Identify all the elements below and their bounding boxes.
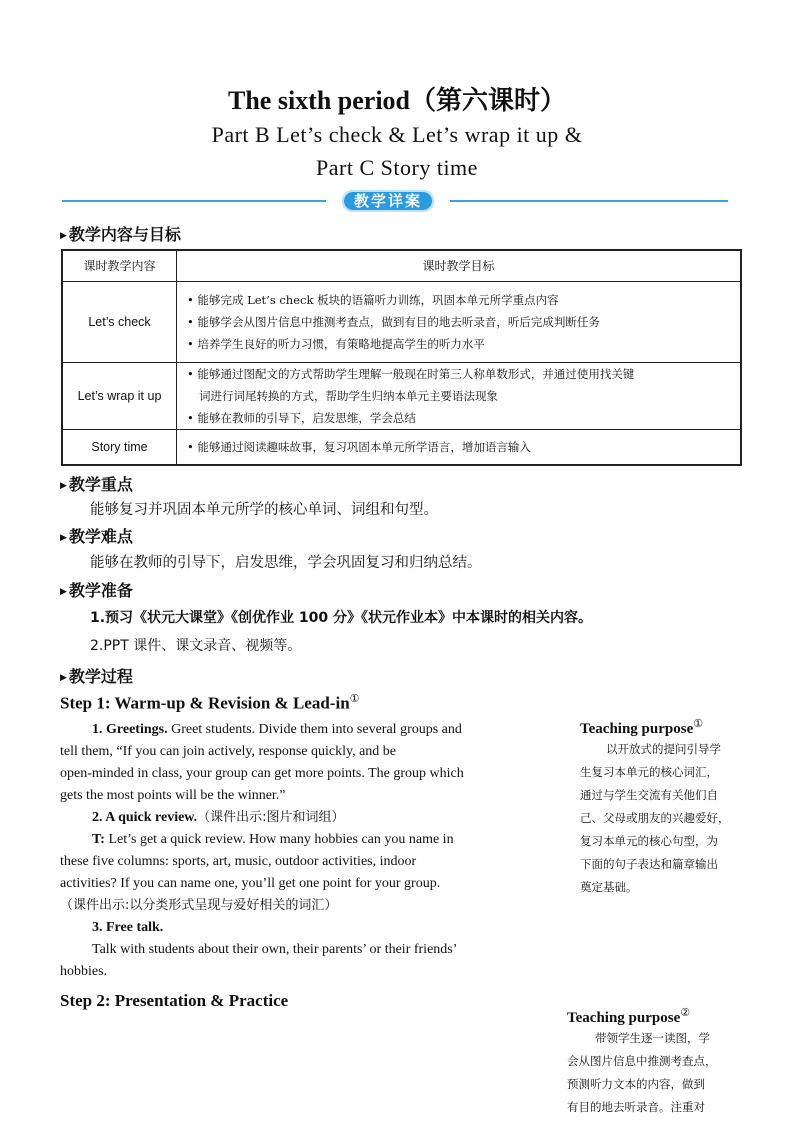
greetings-label: 1. Greetings. (92, 722, 168, 737)
footnote-mark: ② (680, 1007, 691, 1019)
table-cell-goals (177, 281, 742, 362)
section-heading-label: 教学重点 (68, 475, 133, 494)
teaching-purpose-line: 带领学生逐一读图，学 (595, 1031, 710, 1045)
section-heading-label: 教学准备 (68, 581, 133, 600)
goal-line: • 能够完成 Let’s check 板块的语篇听力训练，巩固本单元所学重点内容 (187, 292, 559, 307)
section-heading-difficulties (60, 524, 133, 547)
body-line: hobbies. (60, 964, 108, 979)
section-heading-label: 教学内容与目标 (68, 225, 181, 244)
section-heading-label: 教学过程 (68, 667, 133, 686)
footnote-mark: ① (349, 693, 360, 705)
step-1-title (60, 692, 360, 714)
triangle-icon: ▶ (60, 587, 67, 597)
difficulties-text: 能够在教师的引导下，启发思维，学会巩固复习和归纳总结。 (90, 555, 482, 571)
goals-table (61, 249, 742, 466)
free-talk-label: 3. Free talk. (92, 920, 164, 935)
subtitle-line-1: Part B Let’s check & Let’s wrap it up & (211, 122, 583, 147)
table-cell-content: Story time (62, 429, 177, 465)
table-row (62, 429, 741, 465)
review-note: （课件出示:图片和词组） (197, 810, 345, 825)
teaching-purpose-line: 己、父母或朋友的兴趣爱好， (580, 811, 730, 825)
teaching-purpose-2 (567, 1006, 757, 1119)
goal-line: 词进行词尾转换的方式，帮助学生归纳本单元主要语法现象 (199, 388, 498, 403)
goal-line: • 能够在教师的引导下，启发思维，学会总结 (187, 410, 416, 425)
section-heading-key-points (60, 472, 133, 495)
triangle-icon: ▶ (60, 533, 67, 543)
goal-line: • 能够通过阅读趣味故事，复习巩固本单元所学语言，增加语言输入 (187, 439, 531, 454)
table-cell-goals (177, 362, 742, 429)
table-header-goals: 课时教学目标 (177, 250, 742, 281)
table-cell-goals (177, 429, 742, 465)
teaching-purpose-line: 预测听力文本的内容，做到 (567, 1077, 705, 1091)
footnote-mark: ① (693, 718, 704, 730)
section-heading-preparation (60, 578, 133, 601)
preparation-item-1: 1.预习《状元大课堂》《创优作业 100 分》《状元作业本》中本课时的相关内容。 (90, 610, 593, 626)
goal-line: • 能够学会从图片信息中推测考查点，做到有目的地去听录音，听后完成判断任务 (187, 314, 600, 329)
body-line: these five columns: sports, art, music, outdoor activities, indoor (60, 854, 417, 869)
teaching-purpose-line: 有目的地去听录音。注重对 (567, 1100, 705, 1114)
table-header-content: 课时教学内容 (62, 250, 177, 281)
step-1-title-text: Step 1: Warm-up & Revision & Lead-in (60, 693, 350, 713)
body-line: tell them, “If you can join actively, response quickly, and be (60, 744, 397, 759)
triangle-icon: ▶ (60, 481, 67, 491)
teaching-purpose-1 (580, 717, 755, 899)
triangle-icon: ▶ (60, 673, 67, 683)
triangle-icon: ▶ (60, 231, 67, 241)
teacher-label: T: (92, 832, 105, 847)
step-1-body (60, 719, 520, 983)
greetings-text: Greet students. Divide them into several groups and (167, 722, 462, 737)
greetings-line (60, 719, 520, 741)
teacher-text: Let’s get a quick review. How many hobbies can you name in (104, 832, 454, 847)
teaching-purpose-line: 以开放式的提问引导学 (606, 742, 721, 756)
review-line (60, 807, 520, 829)
teaching-purpose-title-text: Teaching purpose (580, 721, 694, 737)
teaching-purpose-line: 会从图片信息中推测考查点， (567, 1054, 717, 1068)
table-header-row (62, 250, 741, 281)
teaching-purpose-line: 复习本单元的核心句型，为 (580, 834, 718, 848)
banner (326, 189, 450, 213)
step-2-title: Step 2: Presentation & Practice (60, 991, 289, 1010)
teaching-purpose-title (567, 1006, 757, 1027)
body-line: Talk with students about their own, their parents’ or their friends’ (92, 942, 458, 957)
body-line: activities? If you can name one, you’ll get one point for your group. (60, 876, 441, 891)
section-heading-label: 教学难点 (68, 527, 133, 546)
page-title: The sixth period（第六课时） (227, 86, 567, 115)
teaching-purpose-line: 生复习本单元的核心词汇， (580, 765, 718, 779)
preparation-item-2: 2.PPT 课件、课文录音、视频等。 (90, 638, 302, 654)
teaching-purpose-title (580, 717, 755, 738)
table-cell-content: Let’s wrap it up (62, 362, 177, 429)
body-line: open-minded in class, your group can get more points. The group which (60, 766, 464, 781)
teaching-purpose-line: 奠定基础。 (580, 880, 638, 894)
goal-line: • 能够通过图配文的方式帮助学生理解一般现在时第三人称单数形式，并通过使用找关键 (187, 366, 635, 381)
subtitle-line-2: Part C Story time (316, 155, 478, 180)
section-heading-process (60, 664, 133, 687)
body-line: gets the most points will be the winner.” (60, 788, 286, 803)
section-heading-content-goals (60, 222, 181, 245)
goal-line: • 培养学生良好的听力习惯，有策略地提高学生的听力水平 (187, 336, 485, 351)
review-label: 2. A quick review. (92, 810, 198, 825)
free-talk-line (60, 917, 520, 939)
teaching-purpose-line: 下面的句子表达和篇章输出 (580, 857, 718, 871)
body-line: （课件出示:以分类形式呈现与爱好相关的词汇） (60, 898, 338, 913)
key-points-text: 能够复习并巩固本单元所学的核心单词、词组和句型。 (90, 502, 438, 518)
table-cell-content: Let’s check (62, 281, 177, 362)
banner-label: 教学详案 (342, 190, 434, 212)
table-row (62, 281, 741, 362)
table-row (62, 362, 741, 429)
teaching-purpose-line: 通过与学生交流有关他们自 (580, 788, 718, 802)
teacher-line (60, 829, 520, 851)
teaching-purpose-title-text: Teaching purpose (567, 1010, 681, 1026)
